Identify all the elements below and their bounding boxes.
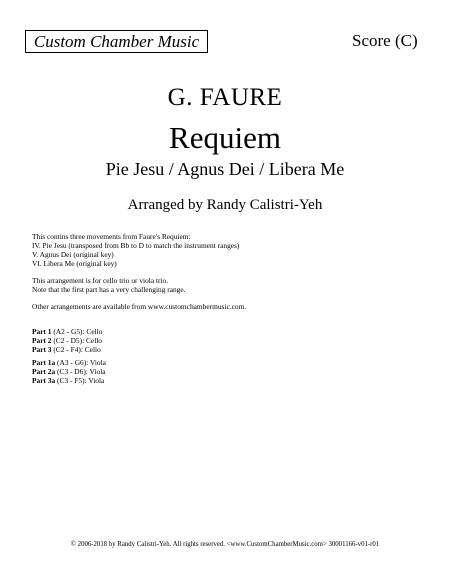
other-arrangements-note: [32, 303, 246, 312]
part-detail: (C2 - F4): Cello: [51, 344, 101, 354]
arrangement-line: Note that the first part has a very challenging range.: [32, 284, 186, 294]
part-detail: (C3 - F5): Viola: [55, 375, 105, 385]
part-detail: (A2 - G5): Cello: [51, 327, 103, 336]
part-label: Part 1: [32, 327, 52, 336]
notes-intro: This contins three movements from Faure's Requiem:: [32, 232, 191, 241]
part-label: Part 3: [32, 344, 52, 354]
part-detail: (C3 - D6): Viola: [55, 366, 106, 376]
brand-logo-box: [25, 30, 208, 53]
copyright-footer: © 2006-2018 by Randy Calistri-Yeh. All rights reserved. <www.CustomChamberMusic.com> 30001166-v01-r01: [70, 541, 380, 548]
movement-line: VI. Libera Me (original key): [32, 258, 117, 268]
other-arrangements-text: Other arrangements are available from www.customchambermusic.com.: [32, 302, 247, 311]
movement-line: IV. Pie Jesu (transposed from Bb to D to match the instrument ranges): [32, 240, 240, 250]
part-label: Part 1a: [32, 358, 56, 367]
movement-notes: [32, 233, 239, 269]
arrangement-notes: [32, 277, 186, 295]
arrangement-line: This arrangement is for cello trio or viola trio.: [32, 276, 169, 285]
part-detail: (A3 - G6): Viola: [55, 358, 106, 367]
part-entry: [32, 377, 106, 386]
brand-name: Custom Chamber Music: [33, 31, 200, 51]
arranger-credit: Arranged by Randy Calistri-Yeh: [127, 197, 323, 213]
part-label: Part 2a: [32, 366, 56, 376]
cello-parts-list: [32, 328, 102, 355]
score-label: Score (C): [352, 31, 418, 50]
part-entry: [32, 346, 102, 355]
work-title: Requiem: [169, 120, 281, 155]
movement-line: V. Agnus Dei (original key): [32, 249, 114, 259]
part-label: Part 3a: [32, 375, 56, 385]
part-detail: (C2 - D5): Cello: [51, 335, 102, 345]
movements-subtitle: Pie Jesu / Agnus Dei / Libera Me: [105, 159, 345, 179]
composer-name: G. FAURE: [167, 84, 283, 111]
viola-parts-list: [32, 359, 106, 386]
part-label: Part 2: [32, 335, 52, 345]
